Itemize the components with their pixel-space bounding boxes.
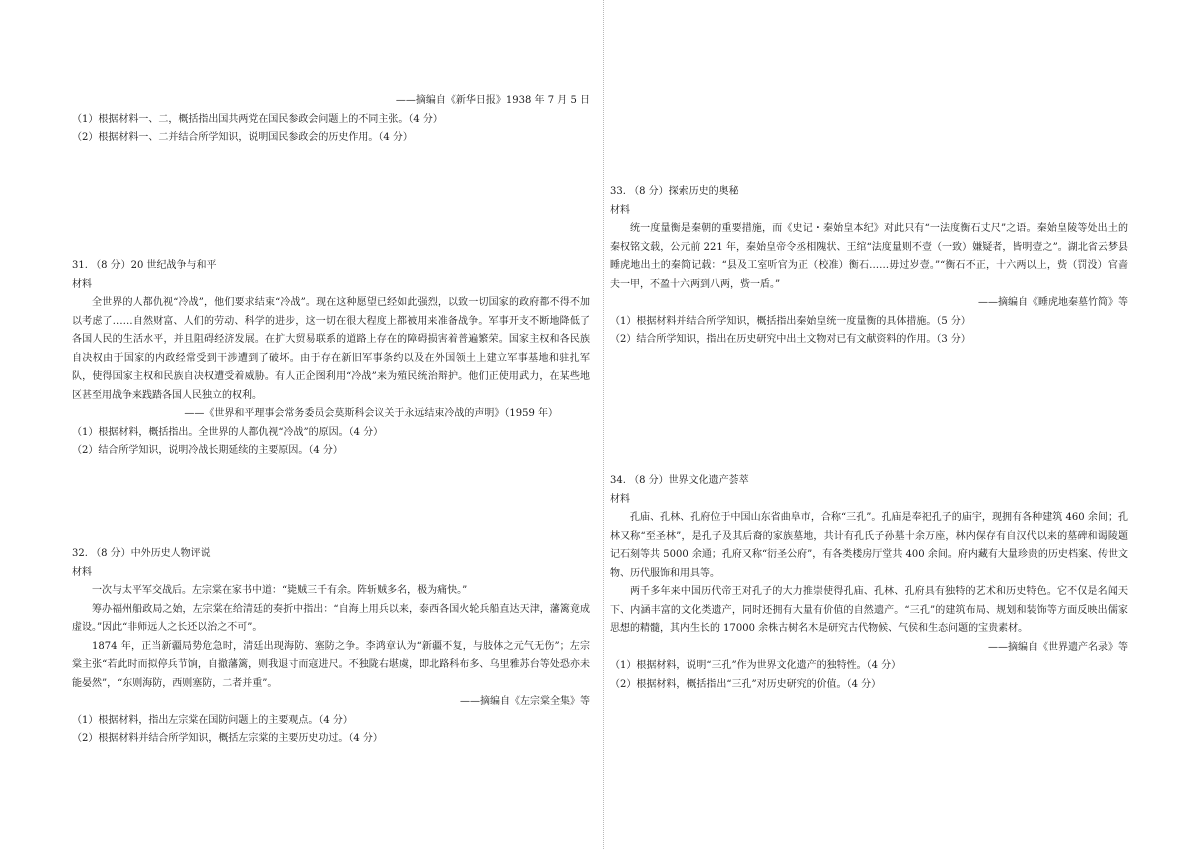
source-citation: ——摘编自《左宗棠全集》等 [460,696,590,707]
question-item: （2）根据材料并结合所学知识，概括左宗棠的主要历史功过。（4 分） [72,733,383,744]
question-32 [72,545,590,749]
question-item: （1）根据材料，说明“三孔”作为世界文化遗产的独特性。（4 分） [610,660,902,671]
material-label: 材料 [610,493,630,505]
question-header: 32. （8 分）中外历史人物评说 [72,548,211,559]
material-paragraph: 孔庙、孔林、孔府位于中国山东省曲阜市，合称“三孔”。孔庙是奉祀孔子的庙宇，现拥有各种建筑 460 余间；孔林又称“至圣林”，是孔子及其后裔的家族墓地，共计有孔氏子孙墓十余万座，林内保存有自汉代以来的墓碑和谒陵题记石刻等共 5000 余通；孔府又称“衍圣公府”，有各类楼房厅堂共 400 余间。府内藏有大量珍贵的历史档案、传世文物、历代服饰和用具等。 [610,512,1128,579]
question-item: （1）根据材料一、二，概括指出国共两党在国民参政会问题上的不同主张。（4 分） [72,113,443,125]
question-31 [72,257,590,461]
question-33 [610,183,1128,350]
source-citation: ——《世界和平理事会常务委员会莫斯科会议关于永远结束冷战的声明》（1959 年） [184,408,558,419]
material-paragraph: 两千多年来中国历代帝王对孔子的大力推崇使得孔庙、孔林、孔府具有独特的艺术和历史特色。它不仅是名闻天下、内涵丰富的文化类遗产，同时还拥有大量有价值的自然遗产。“三孔”的建筑布局、规划和装饰等方面反映出儒家思想的精髓，其内生长的 17000 余株古树名木是研究古代物候、气侯和生态问题的宝贵素材。 [610,586,1128,634]
material-paragraph: 筹办福州船政局之始，左宗棠在给清廷的奏折中指出：“自海上用兵以来，泰西各国火轮兵船直达天津，藩篱竟成虚设。”因此“非师远人之长还以治之不可”。 [72,603,590,633]
material-paragraph: 统一度量衡是秦朝的重要措施，而《史记・秦始皇本纪》对此只有“一法度衡石丈尺”之语。秦始皇陵等处出土的秦权铭文载，公元前 221 年，秦始皇帝令丞相隗状、王绾“法度量则不壹（一致）嫌疑者，皆明壹之”。湖北省云梦县睡虎地出土的秦简记载：“县及工室听官为正（校准）衡石……毋过岁壹。”“衡石不正，十六两以上，赀（罚没）官啬夫一甲，不盈十六两到八两，赀一盾。” [610,223,1128,290]
question-item: （1）根据材料并结合所学知识，概括指出秦始皇统一度量衡的具体措施。（5 分） [610,315,971,327]
source-citation: ——摘编自《新华日报》1938 年 7 月 5 日 [395,95,590,106]
material-paragraph: 1874 年，正当新疆局势危急时，清廷出现海防、塞防之争。李鸿章认为“新疆不复，与肢体之元气无伤”；左宗棠主张“若此时而拟停兵节饷，自撤藩篱，则我退寸而寇进尺。不独陇右堪虞，即北路科布多、乌里雅苏台等处恐亦未能晏然”，“东则海防，西则塞防，二者并重”。 [72,640,590,689]
material-tail-block [72,92,590,148]
question-item: （1）根据材料，指出左宗棠在国防问题上的主要观点。（4 分） [72,714,353,726]
column-divider [603,0,604,849]
material-paragraph: 全世界的人都仇视“冷战”，他们要求结束“冷战”。现在这种愿望已经如此强烈，以致一切国家的政府都不得不加以考虑了……自然财富、人们的劳动、科学的进步，这一切在很大程度上都被用来准备战争。军事开支不断地降低了各国人民的生活水平，并且阻碍经济发展。在扩大贸易联系的道路上存在的障碍损害着普遍繁荣。国家主权和各民族自决权由于国家的内政经常受到干涉遭到了破坏。由于存在新旧军事条约以及在外国领土上建立军事基地和驻扎军队，使得国家主权和民族自决权遭受着威胁。有人正企图利用“冷战”来为殖民统治辩护。他们正使用武力，在某些地区甚至用战争来践踏各国人民独立的权利。 [72,297,590,401]
source-citation: ——摘编自《睡虎地秦墓竹简》等 [978,297,1128,308]
question-item: （2）结合所学知识，指出在历史研究中出土文物对已有文献资料的作用。（3 分） [610,334,971,345]
question-header: 34. （8 分）世界文化遗产荟萃 [610,475,749,486]
question-item: （2）根据材料，概括指出“三孔”对历史研究的价值。（4 分） [610,678,882,690]
material-label: 材料 [72,566,92,578]
question-header: 33. （8 分）探索历史的奥秘 [610,186,739,197]
question-item: （2）根据材料一、二并结合所学知识，说明国民参政会的历史作用。（4 分） [72,132,413,143]
question-header: 31. （8 分）20 世纪战争与和平 [72,260,217,271]
question-item: （2）结合所学知识，说明冷战长期延续的主要原因。（4 分） [72,445,343,456]
question-item: （1）根据材料，概括指出。全世界的人都仇视“冷战”的原因。（4 分） [72,426,384,438]
material-label: 材料 [72,278,92,290]
material-paragraph: 一次与太平军交战后。左宗棠在家书中道：“毙贼三千有余。阵斩贼多名，极为痛快。” [92,585,468,596]
source-citation: ——摘编自《世界遗产名录》等 [988,641,1128,653]
question-34 [610,472,1128,694]
material-label: 材料 [610,204,630,216]
